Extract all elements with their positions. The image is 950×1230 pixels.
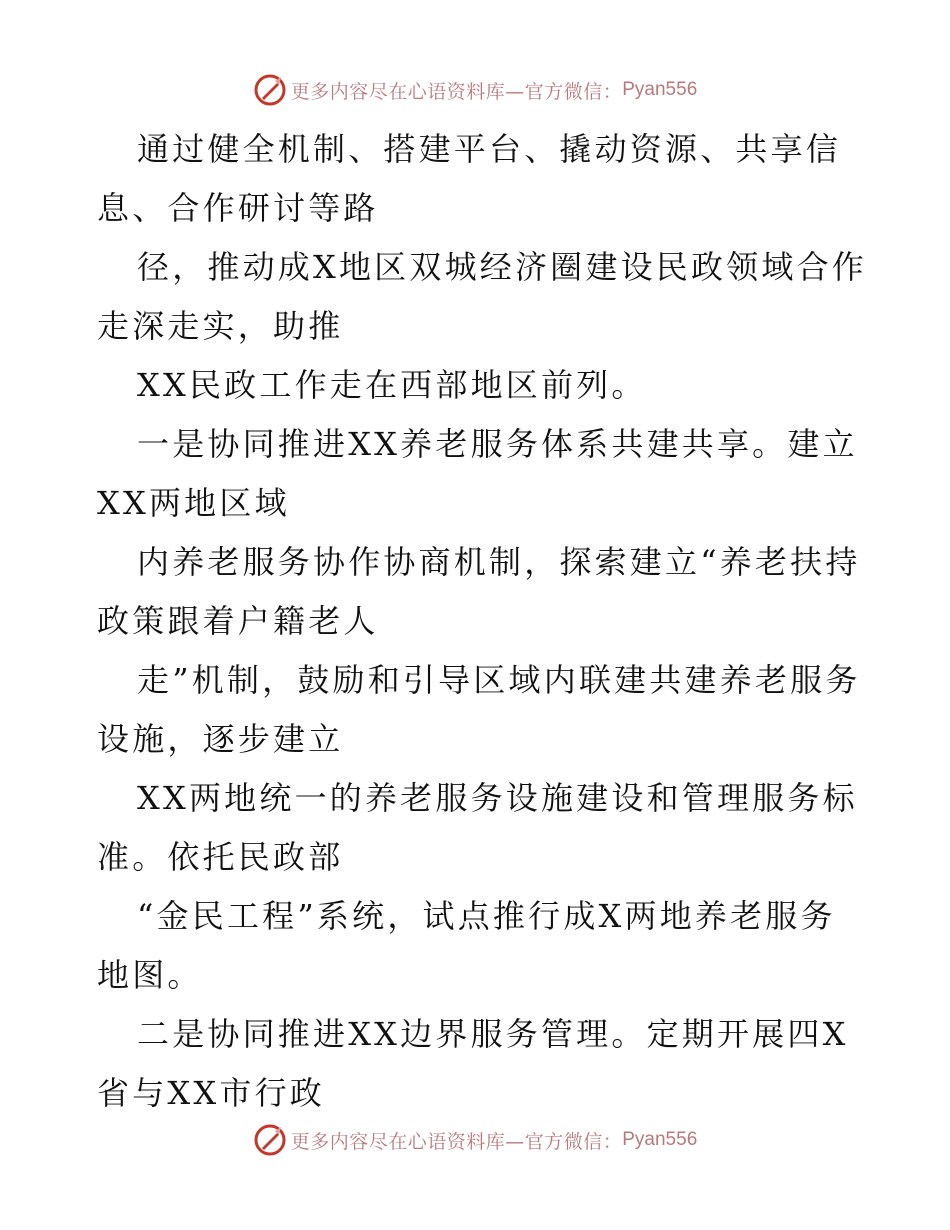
banner-text: 更多内容尽在心语资料库—官方微信： <box>290 80 623 103</box>
body-text-line: 政策跟着户籍老人 <box>97 602 379 640</box>
banner-text: 更多内容尽在心语资料库—官方微信： <box>290 1130 623 1153</box>
body-text-line: XX民政工作走在西部地区前列。 <box>137 366 647 404</box>
banner-wechat-id: Pyan556 <box>622 79 698 100</box>
body-text-line: 内养老服务协作协商机制，探索建立“养老扶持 <box>137 543 861 581</box>
body-text-line: 走”机制，鼓励和引导区域内联建共建养老服务 <box>137 661 861 699</box>
banner-wechat-id: Pyan556 <box>622 1129 698 1150</box>
body-text-line: 地图。 <box>97 956 203 994</box>
body-text-line: 通过健全机制、搭建平台、撬动资源、共享信 <box>137 130 842 168</box>
body-text-line: 走深走实，助推 <box>97 307 344 345</box>
body-text-line: XX两地区域 <box>97 484 290 522</box>
body-text-line: 准。依托民政部 <box>97 838 344 876</box>
body-text-line: 径，推动成X地区双城经济圈建设民政领域合作 <box>137 248 867 286</box>
document-body <box>97 120 867 1123</box>
body-text-line: 息、合作研讨等路 <box>97 189 379 227</box>
quill-logo-icon <box>253 73 287 107</box>
body-text-line: “金民工程”系统，试点推行成X两地养老服务 <box>137 897 836 935</box>
footer-watermark-banner <box>0 1118 950 1162</box>
body-text-line: 设施，逐步建立 <box>97 720 344 758</box>
quill-logo-icon <box>253 1123 287 1157</box>
body-text-line: XX两地统一的养老服务设施建设和管理服务标 <box>137 779 858 817</box>
body-text-line: 一是协同推进XX养老服务体系共建共享。建立 <box>137 425 858 463</box>
body-text-line: 二是协同推进XX边界服务管理。定期开展四X <box>137 1015 849 1053</box>
body-text-line: 省与XX市行政 <box>97 1074 325 1112</box>
header-watermark-banner <box>0 68 950 112</box>
